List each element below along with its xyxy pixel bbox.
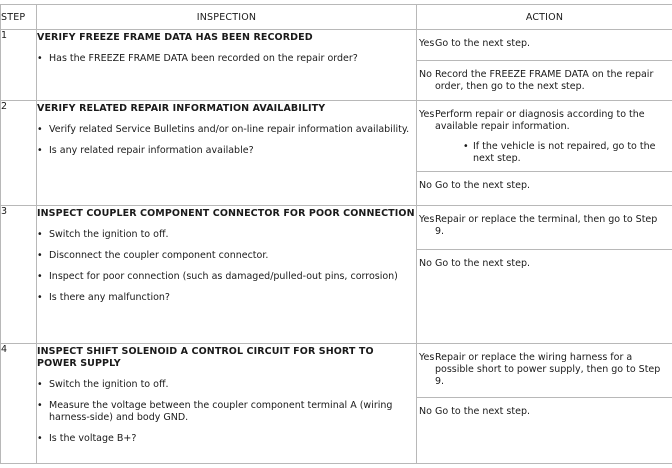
step-number: 4 <box>1 344 37 464</box>
action-cell <box>417 30 672 101</box>
table-row <box>1 344 672 464</box>
table-row <box>1 30 672 101</box>
step-number: 1 <box>1 30 37 101</box>
no-answer <box>417 250 672 270</box>
action-cell <box>417 344 672 464</box>
no-label: No <box>419 180 432 191</box>
no-action-text: Go to the next step. <box>435 180 530 191</box>
step-title: VERIFY FREEZE FRAME DATA HAS BEEN RECORDED <box>37 32 313 43</box>
no-action-text: Record the FREEZE FRAME DATA on the repair order, then go to the next step. <box>435 69 654 92</box>
inspection-list <box>37 379 416 445</box>
inspection-list <box>37 124 416 157</box>
yes-answer <box>417 30 672 61</box>
yes-answer <box>417 344 672 398</box>
no-label: No <box>419 69 432 80</box>
no-answer <box>417 398 672 418</box>
yes-label: Yes <box>419 352 435 363</box>
action-cell <box>417 101 672 206</box>
table-row <box>1 101 672 206</box>
bullet-icon: • <box>463 141 469 152</box>
yes-action-text: Perform repair or diagnosis according to the available repair information. <box>435 109 645 132</box>
column-header-action: ACTION <box>417 5 672 30</box>
yes-sub-item <box>417 141 672 165</box>
inspection-cell <box>37 30 417 101</box>
inspection-item: • Switch the ignition to off. <box>37 229 416 241</box>
step-title: VERIFY RELATED REPAIR INFORMATION AVAILABILITY <box>37 103 326 114</box>
no-answer <box>417 61 672 93</box>
yes-answer <box>417 206 672 250</box>
diagnostic-table <box>0 4 672 464</box>
inspection-item: • Is the voltage B+? <box>37 433 416 445</box>
yes-action-text: Repair or replace the terminal, then go to Step 9. <box>435 214 658 237</box>
column-header-step: STEP <box>1 5 37 30</box>
step-title: INSPECT SHIFT SOLENOID A CONTROL CIRCUIT FOR SHORT TO POWER SUPPLY <box>37 346 374 369</box>
yes-label: Yes <box>419 109 435 120</box>
inspection-item: • Is any related repair information available? <box>37 145 416 157</box>
no-label: No <box>419 258 432 269</box>
step-number: 3 <box>1 206 37 344</box>
inspection-item: • Verify related Service Bulletins and/or on-line repair information availability. <box>37 124 416 136</box>
yes-sub-text: If the vehicle is not repaired, go to the next step. <box>473 141 656 164</box>
no-action-text: Go to the next step. <box>435 406 530 417</box>
no-label: No <box>419 406 432 417</box>
inspection-cell <box>37 101 417 206</box>
inspection-item: • Inspect for poor connection (such as damaged/pulled-out pins, corrosion) <box>37 271 416 283</box>
yes-action-text: Go to the next step. <box>435 38 530 49</box>
table-header-row <box>1 5 672 30</box>
yes-label: Yes <box>419 38 435 49</box>
inspection-item: • Measure the voltage between the coupler component terminal A (wiring harness-side) and body GND. <box>37 400 416 424</box>
step-number: 2 <box>1 101 37 206</box>
yes-action-text: Repair or replace the wiring harness for a possible short to power supply, then go to Step 9. <box>435 352 661 387</box>
action-cell <box>417 206 672 344</box>
inspection-item: • Has the FREEZE FRAME DATA been recorded on the repair order? <box>37 53 416 65</box>
no-answer <box>417 172 672 192</box>
inspection-cell <box>37 344 417 464</box>
inspection-item: • Switch the ignition to off. <box>37 379 416 391</box>
inspection-item: • Disconnect the coupler component connector. <box>37 250 416 262</box>
table-row <box>1 206 672 344</box>
inspection-list <box>37 53 416 65</box>
yes-label: Yes <box>419 214 435 225</box>
no-action-text: Go to the next step. <box>435 258 530 269</box>
inspection-list <box>37 229 416 304</box>
inspection-cell <box>37 206 417 344</box>
inspection-item: • Is there any malfunction? <box>37 292 416 304</box>
yes-answer <box>417 101 672 172</box>
column-header-inspection: INSPECTION <box>37 5 417 30</box>
step-title: INSPECT COUPLER COMPONENT CONNECTOR FOR POOR CONNECTION <box>37 208 415 219</box>
